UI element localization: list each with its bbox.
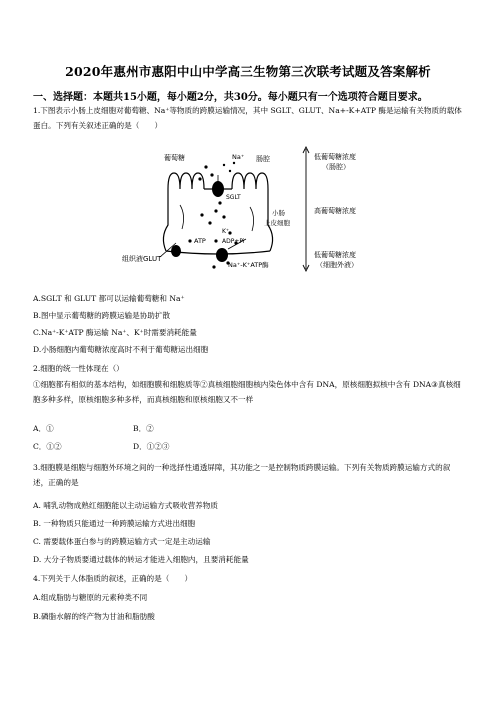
page-title: 2020年惠州市惠阳中山中学高三生物第三次联考试题及答案解析: [65, 64, 431, 79]
label-low-ecf-2: （细胞外液）: [316, 261, 358, 269]
q2-option-c: C．①②: [33, 442, 62, 451]
label-glucose: 葡萄糖: [164, 154, 185, 162]
label-high: 高葡萄糖浓度: [314, 207, 356, 215]
microvilli-right: [232, 173, 268, 189]
label-sglt: SGLT: [226, 194, 241, 201]
membrane-transport-figure: [120, 145, 380, 273]
q1-option-d: D.小肠细胞内葡萄糖浓度高时不利于葡萄糖运出细胞: [33, 345, 209, 354]
question-4-stem: 4.下列关于人体脂质的叙述，正确的是（ ）: [33, 574, 193, 583]
question-2-body: ①细胞都有相似的基本结构，如细胞膜和细胞质等②真核细胞细胞核内染色体中含有 DNA，原核细胞拟核中含有 DNA③真核细胞多种多样，原核细胞多种多样，而真核细胞和原核细胞又不一样: [33, 380, 461, 404]
na-ion-markers: [223, 162, 235, 172]
q2-option-b: B．②: [133, 424, 154, 433]
q3-option-b: B. 一种物质只能通过一种跨膜运输方式进出细胞: [33, 519, 196, 528]
label-low-ecf-1: 低葡萄糖浓度: [314, 251, 356, 259]
q4-option-b: B.磷脂水解的终产物为甘油和脂肪酸: [33, 612, 155, 621]
microvilli-left: [168, 173, 204, 189]
na-k-pump: [216, 248, 228, 262]
label-cell-1: 小肠: [272, 209, 285, 217]
q3-option-d: D. 大分子物质要通过载体的转运才能进入细胞内，且要消耗能量: [33, 555, 249, 564]
label-atp: ATP: [194, 237, 206, 245]
question-1-stem: 1.下图表示小肠上皮细胞对葡萄糖、Na⁺等物质的跨膜运输情况，其中 SGLT、GLUT、Na+-K+ATP 酶是运输有关物质的载体蛋白。下列有关叙述正确的是（ ）: [33, 106, 462, 130]
label-cell-2: 上皮细胞: [264, 219, 290, 227]
label-low-lumen-1: 低葡萄糖浓度: [314, 153, 356, 161]
label-low-lumen-2: （肠腔）: [322, 163, 350, 171]
section-heading: 一、选择题：本题共15小题，每小题2分，共30分。每小题只有一个选项符合题目要求。: [33, 92, 428, 103]
label-glut: 组织液GLUT: [122, 255, 162, 263]
q3-option-a: A. 哺乳动物成熟红细胞能以主动运输方式吸收营养物质: [33, 501, 218, 510]
label-lumen: 肠腔: [256, 155, 270, 163]
q4-option-a: A.组成脂肪与糖原的元素种类不同: [33, 593, 148, 602]
q1-option-a: A.SGLT 和 GLUT 都可以运输葡萄糖和 Na⁺: [33, 294, 185, 303]
q1-option-c: C.Na⁺-K⁺ATP 酶运输 Na⁺、K⁺时需要消耗能量: [33, 328, 197, 337]
question-3-stem: 3.细胞膜是细胞与细胞外环境之间的一种选择性通透屏障，其功能之一是控制物质跨膜运输。下列有关物质跨膜运输方式的叙述，正确的是: [33, 463, 451, 487]
lateral-membrane-left: [163, 189, 168, 251]
q3-option-c: C. 需要载体蛋白参与的跨膜运输方式一定是主动运输: [33, 537, 211, 546]
cell-boundary-2: [250, 207, 254, 231]
sglt-transporter: [212, 181, 224, 197]
label-k: K⁺: [222, 228, 230, 235]
label-pump: Na⁺-K⁺ATP酶: [228, 261, 269, 269]
q1-option-b: B.图中显示葡萄糖的跨膜运输是协助扩散: [33, 311, 171, 320]
label-adp: ADP+Pi: [222, 238, 245, 245]
q2-option-d: D．①②③: [133, 442, 170, 451]
q2-option-a: A．①: [33, 424, 54, 433]
cell-boundary-1: [180, 205, 184, 229]
label-na: Na⁺: [232, 153, 245, 161]
glut-transporter: [171, 245, 181, 257]
question-2-stem: 2.细胞的统一性体现在（）: [33, 364, 124, 373]
